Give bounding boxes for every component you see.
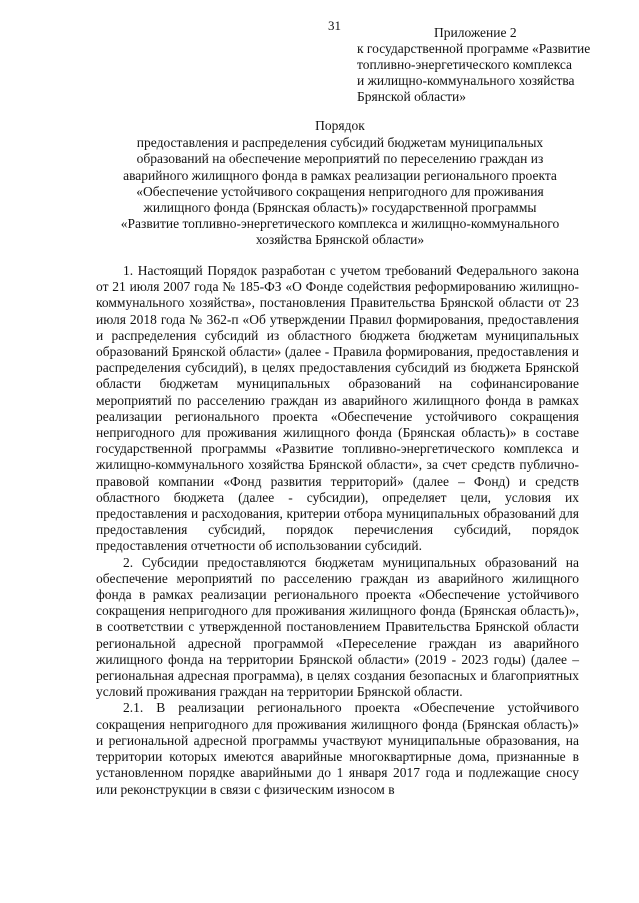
title-line: хозяйства Брянской области»	[255, 232, 425, 248]
paragraph-2-1: 2.1. В реализации регионального проекта «Обеспечение устойчивого сокращения непригодного для проживания жилищного фонда (Брянская область)» и региональной адресной программы участвуют муниципальные образования, на территории которых имеются аварийные многоквартирные дома, признанные в установленном порядке аварийными до 1 января 2017 года и подлежащие сносу или реконструкции в связи с физическим износом в	[96, 700, 579, 797]
title-line: аварийного жилищного фонда в рамках реализации регионального проекта	[123, 167, 557, 183]
document-title	[70, 118, 610, 249]
appendix-line: топливно-энергетического комплекса	[357, 57, 573, 72]
title-line: «Обеспечение устойчивого сокращения непригодного для проживания	[136, 183, 544, 199]
appendix-line: и жилищно-коммунального хозяйства	[357, 73, 575, 88]
appendix-line: Приложение 2	[434, 25, 517, 40]
title-line: жилищного фонда (Брянская область)» государственной программы	[143, 200, 537, 216]
title-heading: Порядок	[315, 118, 365, 133]
title-line: предоставления и распределения субсидий бюджетам муниципальных	[136, 135, 544, 151]
title-line: образований на обеспечение мероприятий по переселению граждан из	[136, 151, 544, 167]
appendix-line: Брянской области»	[357, 89, 467, 104]
document-body	[96, 263, 579, 798]
paragraph-2: 2. Субсидии предоставляются бюджетам муниципальных образований на обеспечение мероприятий по расселению граждан из аварийного жилищного фонда в рамках реализации регионального проекта «Обеспечение устойчивого сокращения непригодного для проживания жилищного фонда (Брянская область)», в соответствии с утвержденной постановлением Правительства Брянской области региональной адресной программой «Переселение граждан из аварийного жилищного фонда на территории Брянской области» (2019 - 2023 годы) (далее – региональная адресная программа), в целях создания безопасных и благоприятных условий проживания граждан на территории Брянской области.	[96, 554, 579, 700]
page-number: 31	[328, 18, 341, 33]
title-line: «Развитие топливно-энергетического комплекса и жилищно-коммунального	[120, 216, 560, 232]
paragraph-1: 1. Настоящий Порядок разработан с учетом требований Федерального закона от 21 июля 2007 года № 185-ФЗ «О Фонде содействия реформированию жилищно-коммунального хозяйства», постановления Правительства Брянской области от 23 июля 2018 года № 362-п «Об утверждении Правил формирования, предоставления и распределения субсидий из областного бюджета бюджетам муниципальных образований Брянской области» (далее - Правила формирования, предоставления и распределения субсидий), в целях предоставления субсидий из бюджета Брянской области бюджетам муниципальных образований на софинансирование мероприятий по расселению граждан из аварийного жилищного фонда в рамках реализации регионального проекта «Обеспечение устойчивого сокращения непригодного для проживания жилищного фонда (Брянская область)» в составе государственной программы «Развитие топливно-энергетического комплекса и жилищно-коммунального хозяйства Брянской области», за счет средств публично-правовой компании «Фонд развития территорий» (далее – Фонд) и средств областного бюджета (далее - субсидии), определяет цели, условия их предоставления и расходования, критерии отбора муниципальных образований для предоставления субсидий, порядок перечисления субсидий, порядок предоставления отчетности об использовании субсидий.	[96, 263, 579, 554]
appendix-line: к государственной программе «Развитие	[357, 41, 591, 56]
appendix-header	[357, 25, 627, 105]
